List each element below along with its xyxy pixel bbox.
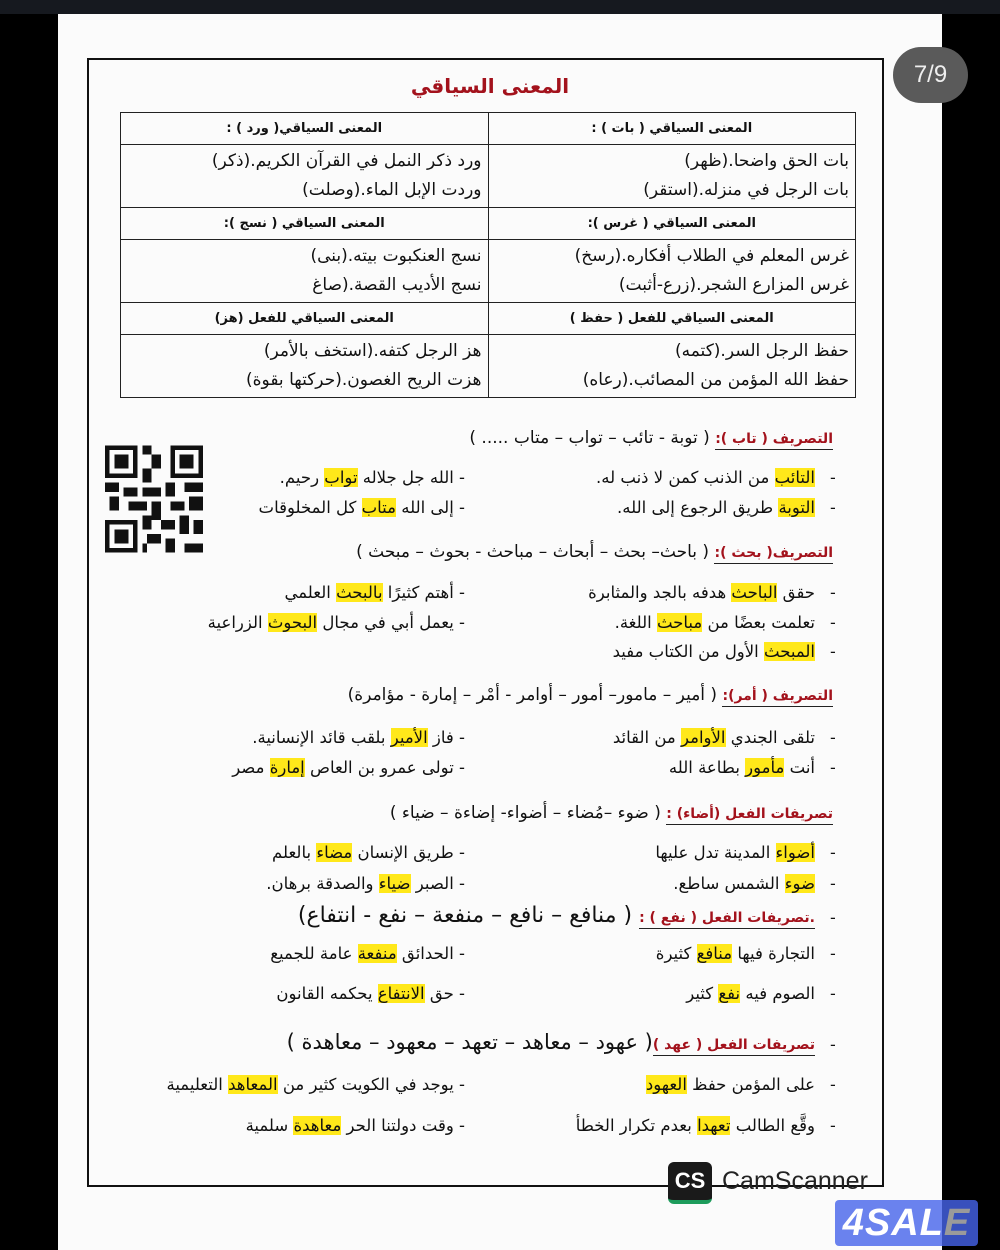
highlighted-word: مباحث: [656, 613, 703, 632]
sentence-text: المدينة تدل عليها: [655, 843, 776, 862]
sentence-text: - يوجد في الكويت كثير من: [277, 1075, 465, 1094]
4sale-watermark: [835, 1200, 978, 1246]
bullet-dash: -: [830, 874, 836, 893]
highlighted-word: منافع: [696, 944, 733, 963]
example-sentence: [669, 757, 815, 779]
table-cell: [121, 145, 489, 208]
example-sentence: [656, 943, 815, 965]
cell-line: ورد ذكر النمل في القرآن الكريم.(ذكر): [211, 151, 482, 171]
sentence-text: تلقى الجندي: [725, 728, 815, 747]
table-cell: [488, 145, 856, 208]
section-label: .تصريفات الفعل ( نفع ) :: [639, 910, 815, 929]
sentence-text: الزراعية: [207, 613, 268, 632]
example-sentence: [613, 641, 815, 663]
section-heading: [348, 685, 833, 705]
cell-line: هز الرجل كتفه.(استخف بالأمر): [263, 341, 482, 361]
sentence-text: التعليمية: [166, 1075, 229, 1094]
cell-line: نسج الأديب القصة.(صاغ: [312, 275, 482, 295]
table-header: المعنى السياقي للفعل (هز): [121, 303, 489, 335]
sentence-text: الأول من الكتاب مفيد: [612, 642, 765, 661]
cell-line: حفظ الله المؤمن من المصائب.(رعاه): [582, 370, 849, 390]
sentence-text: من القائد: [612, 728, 682, 747]
cell-line: بات الرجل في منزله.(استقر): [643, 180, 849, 200]
qr-code[interactable]: [105, 445, 203, 553]
sentence-text: - الصبر: [410, 874, 465, 893]
highlighted-word: منفعة: [357, 944, 397, 963]
sentence-text: وقَّع الطالب: [730, 1116, 815, 1135]
sentence-text: بطاعة الله: [668, 758, 746, 777]
cell-line: نسج العنكبوت بيته.(بنى): [310, 246, 482, 266]
section-label: التصريف ( أمر):: [722, 688, 833, 707]
cell-line: حفظ الرجل السر.(كتمه): [674, 341, 849, 361]
highlighted-word: معاهدة: [293, 1116, 342, 1135]
bullet-dash: -: [830, 758, 836, 777]
example-sentence: [252, 727, 465, 749]
section-heading: [287, 1030, 815, 1054]
page-indicator: 7/9: [893, 47, 968, 103]
table-header: المعنى السياقي ( بات ) :: [488, 113, 856, 145]
sentence-text: طريق الرجوع إلى الله.: [617, 498, 779, 517]
section-label: التصريف ( تاب ):: [715, 431, 833, 450]
highlighted-word: المبحث: [764, 642, 815, 661]
sentence-text: - الله جل جلاله: [357, 468, 465, 487]
highlighted-word: الأوامر: [681, 728, 726, 747]
bullet-dash: -: [830, 984, 836, 1003]
highlighted-word: الانتفاع: [377, 984, 425, 1003]
example-sentence: [285, 582, 466, 604]
bullet-dash: -: [830, 583, 836, 602]
section-heading: [356, 542, 833, 562]
table-header: المعنى السياقي( ورد ) :: [121, 113, 489, 145]
sentence-text: - وقت دولتنا الحر: [341, 1116, 465, 1135]
sentence-text: - أهتم كثيرًا: [382, 583, 465, 602]
watermark-text: E: [943, 1201, 971, 1244]
sentence-text: على المؤمن حفظ: [686, 1075, 815, 1094]
sentence-text: اللغة.: [614, 613, 657, 632]
bullet-dash: -: [830, 498, 836, 517]
example-sentence: [646, 1074, 815, 1096]
cell-line: غرس المعلم في الطلاب أفكاره.(رسخ): [574, 246, 849, 266]
contextual-meaning-table: [120, 112, 856, 398]
cell-line: بات الحق واضحا.(ظهر): [684, 151, 849, 171]
highlighted-word: تواب: [324, 468, 358, 487]
example-sentence: [588, 582, 815, 604]
sentence-text: يحكمه القانون: [276, 984, 378, 1003]
example-sentence: [272, 842, 465, 864]
section-heading: [298, 903, 815, 928]
section-forms: ( عهود – معاهد – تعهد – معهود – معاهدة ): [286, 1030, 653, 1054]
example-sentence: [615, 612, 815, 634]
bullet-dash: -: [830, 944, 836, 963]
table-cell: [121, 240, 489, 303]
top-bar: [0, 0, 1000, 14]
highlighted-word: ضوء: [784, 874, 815, 893]
sentence-text: كثير: [686, 984, 719, 1003]
table-header: المعنى السياقي ( نسج ):: [121, 208, 489, 240]
section-forms: ( ضوء –مُضاء – أضواء- إضاءة – ضياء ): [389, 803, 667, 823]
highlighted-word: ضياء: [378, 874, 411, 893]
example-sentence: [617, 497, 815, 519]
bullet-dash: -: [830, 728, 836, 747]
bullet-dash: -: [830, 1035, 836, 1054]
sentence-text: رحيم.: [279, 468, 325, 487]
highlighted-word: التائب: [774, 468, 815, 487]
example-sentence: [596, 467, 815, 489]
section-forms: ( أمير – مامور– أمور – أوامر - أمْر – إمارة - مؤامرة): [347, 685, 723, 705]
bullet-dash: -: [830, 613, 836, 632]
highlighted-word: بالبحث: [336, 583, 383, 602]
watermark-text: 4: [842, 1201, 865, 1244]
section-label: التصريف( بحث ):: [714, 545, 833, 564]
sentence-text: - حق: [424, 984, 465, 1003]
bullet-dash: -: [830, 1116, 836, 1135]
watermark-text: SAL: [864, 1201, 944, 1244]
table-header: المعنى السياقي ( غرس ):: [488, 208, 856, 240]
sentence-text: - تولى عمرو بن العاص: [304, 758, 465, 777]
section-forms: ( توبة - تائب – تواب – متاب ..... ): [469, 428, 716, 448]
highlighted-word: مضاء: [316, 843, 353, 862]
camscanner-name: CamScanner: [722, 1167, 868, 1195]
sentence-text: كثيرة: [655, 944, 697, 963]
sentence-text: الصوم فيه: [740, 984, 815, 1003]
highlighted-word: البحوث: [267, 613, 318, 632]
sentence-text: مصر: [232, 758, 270, 777]
section-forms: ( باحث– بحث – أبحاث – مباحث - بحوث – مبحث ): [356, 542, 715, 562]
highlighted-word: مأمور: [745, 758, 785, 777]
table-cell: [488, 240, 856, 303]
example-sentence: [266, 873, 465, 895]
sentence-text: تعلمت بعضًا من: [702, 613, 815, 632]
sentence-text: الشمس ساطع.: [673, 874, 785, 893]
sentence-text: - الحدائق: [396, 944, 465, 963]
highlighted-word: الأمير: [390, 728, 428, 747]
example-sentence: [259, 497, 465, 519]
bullet-dash: -: [830, 908, 836, 927]
example-sentence: [166, 1074, 465, 1096]
sentence-text: من الذنب كمن لا ذنب له.: [596, 468, 775, 487]
sentence-text: حقق: [777, 583, 815, 602]
section-heading: [390, 803, 833, 823]
sentence-text: - إلى الله: [396, 498, 465, 517]
sentence-text: أنت: [784, 758, 815, 777]
sentence-text: بالعلم: [272, 843, 317, 862]
sentence-text: هدفه بالجد والمثابرة: [588, 583, 732, 602]
bullet-dash: -: [830, 642, 836, 661]
highlighted-word: التوبة: [778, 498, 815, 517]
highlighted-word: تعهدا: [697, 1116, 731, 1135]
section-heading: [469, 428, 833, 448]
sentence-text: عامة للجميع: [270, 944, 358, 963]
section-label: تصريفات الفعل (أضاء) :: [666, 806, 833, 825]
example-sentence: [673, 873, 815, 895]
example-sentence: [208, 612, 465, 634]
sentence-text: والصدقة برهان.: [266, 874, 379, 893]
highlighted-word: أضواء: [775, 843, 815, 862]
table-header: المعنى السياقي للفعل ( حفظ ): [488, 303, 856, 335]
camscanner-logo: CS: [668, 1162, 712, 1204]
example-sentence: [686, 983, 815, 1005]
example-sentence: [576, 1115, 815, 1137]
example-sentence: [613, 727, 815, 749]
highlighted-word: العهود: [645, 1075, 687, 1094]
sentence-text: العلمي: [284, 583, 337, 602]
example-sentence: [655, 842, 815, 864]
highlighted-word: متاب: [361, 498, 397, 517]
highlighted-word: المعاهد: [228, 1075, 278, 1094]
bullet-dash: -: [830, 1075, 836, 1094]
sentence-text: بعدم تكرار الخطأ: [575, 1116, 698, 1135]
document-title: المعنى السياقي: [410, 74, 570, 98]
example-sentence: [232, 757, 465, 779]
example-sentence: [280, 467, 465, 489]
cell-line: وردت الإبل الماء.(وصلت): [302, 180, 482, 200]
example-sentence: [276, 983, 465, 1005]
highlighted-word: نفع: [718, 984, 741, 1003]
sentence-text: سلمية: [245, 1116, 294, 1135]
sentence-text: - يعمل أبي في مجال: [317, 613, 465, 632]
sentence-text: التجارة فيها: [732, 944, 815, 963]
highlighted-word: الباحث: [731, 583, 778, 602]
table-cell: [121, 335, 489, 398]
sentence-text: - فاز: [427, 728, 465, 747]
cell-line: هزت الريح الغصون.(حركتها بقوة): [246, 370, 482, 390]
example-sentence: [246, 1115, 465, 1137]
sentence-text: بلقب قائد الإنسانية.: [252, 728, 391, 747]
sentence-text: كل المخلوقات: [258, 498, 362, 517]
example-sentence: [270, 943, 465, 965]
sentence-text: - طريق الإنسان: [352, 843, 465, 862]
section-forms: ( منافع – نافع – منفعة – نفع - انتفاع): [297, 903, 640, 928]
highlighted-word: إمارة: [269, 758, 305, 777]
table-cell: [488, 335, 856, 398]
section-label: تصريفات الفعل ( عهد ): [653, 1037, 815, 1056]
cell-line: غرس المزارع الشجر.(زرع-أثبت): [618, 275, 849, 295]
bullet-dash: -: [830, 468, 836, 487]
bullet-dash: -: [830, 843, 836, 862]
